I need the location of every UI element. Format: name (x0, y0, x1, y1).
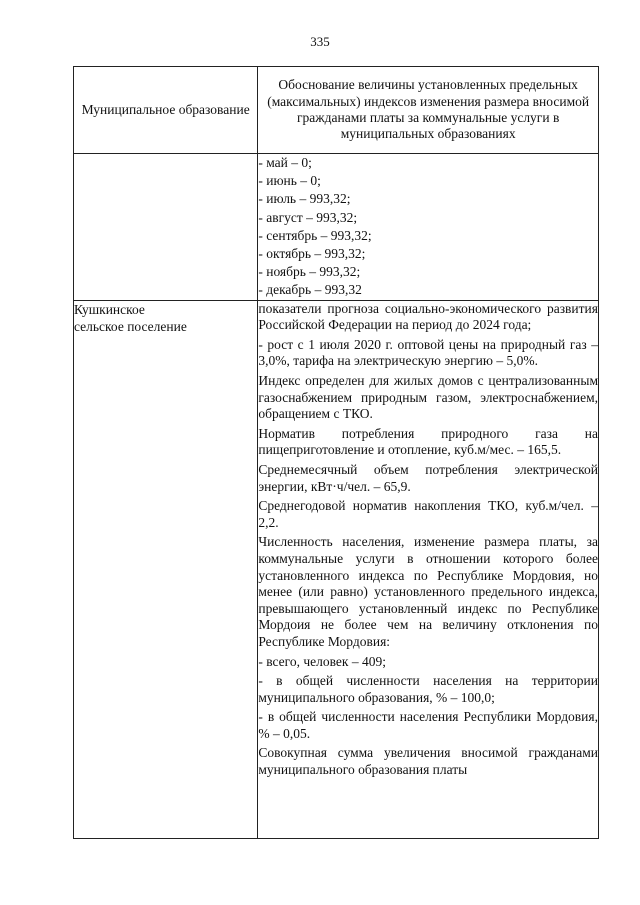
justification-paragraph: - всего, человек – 409; (258, 653, 386, 669)
justification-paragraph: показатели прогноза социально-экономического развития Российской Федерации на период до 2024 года; (258, 300, 598, 333)
header-municipality: Муниципальное образование (74, 67, 258, 154)
empty-municipality-cell (74, 154, 258, 301)
justification-paragraph: Среднегодовой норматив накопления ТКО, куб.м/чел. – 2,2. (258, 498, 598, 530)
table-row-continued (74, 154, 599, 301)
indices-table (73, 66, 599, 839)
justification-paragraph: Совокупная сумма увеличения вносимой гражданами муниципального образования платы (258, 745, 598, 778)
justification-paragraph: Среднемесячный объем потребления электрической энергии, кВт·ч/чел. – 65,9. (258, 461, 598, 494)
month-line: - июнь – 0; (258, 173, 321, 189)
justification-paragraph: - в общей численности населения на территории муниципального образования, % – 100,0; (258, 673, 598, 705)
month-line: - декабрь – 993,32 (258, 282, 362, 298)
justification-paragraph: Численность населения, изменение размера платы, за коммунальные услуги в отношении которого более установленного индекса по Республике Мордовия, но менее (или равно) установленного предельного индекса, превышающего установленный индекс по Республике Мордоия не более чем на величину отклонения по Республике Мордовия: (258, 534, 598, 649)
municipality-name-cell (74, 300, 258, 838)
municipality-name: Кушкинское (74, 301, 145, 317)
justification-paragraph: Индекс определен для жилых домов с централизованным газоснабжением природным газом, электроснабжением, обращением с ТКО. (258, 373, 598, 422)
month-line: - июль – 993,32; (258, 191, 351, 207)
page-number: 335 (310, 34, 330, 49)
month-line: - август – 993,32; (258, 209, 358, 225)
justification-paragraph: - рост с 1 июля 2020 г. оптовой цены на природный газ – 3,0%, тарифа на электрическую энергию – 5,0%. (258, 336, 598, 369)
municipality-type: сельское поселение (74, 318, 187, 334)
justification-cell (258, 300, 599, 838)
month-values-cell (258, 154, 599, 301)
justification-paragraph: Норматив потребления природного газа на пищеприготовление и отопление, куб.м/мес. – 165,5. (258, 425, 598, 458)
table-header-row (74, 67, 599, 154)
month-line: - ноябрь – 993,32; (258, 264, 361, 280)
month-line: - октябрь – 993,32; (258, 246, 366, 262)
month-line: - сентябрь – 993,32; (258, 227, 372, 243)
justification-paragraph: - в общей численности населения Республики Мордовия, % – 0,05. (258, 709, 598, 741)
month-line: - май – 0; (258, 155, 312, 170)
table-row-kushkinskoe (74, 300, 599, 838)
header-justification: Обоснование величины установленных предельных (максимальных) индексов изменения размера вносимой гражданами платы за коммунальные услуги в муниципальных образованиях (258, 67, 599, 154)
